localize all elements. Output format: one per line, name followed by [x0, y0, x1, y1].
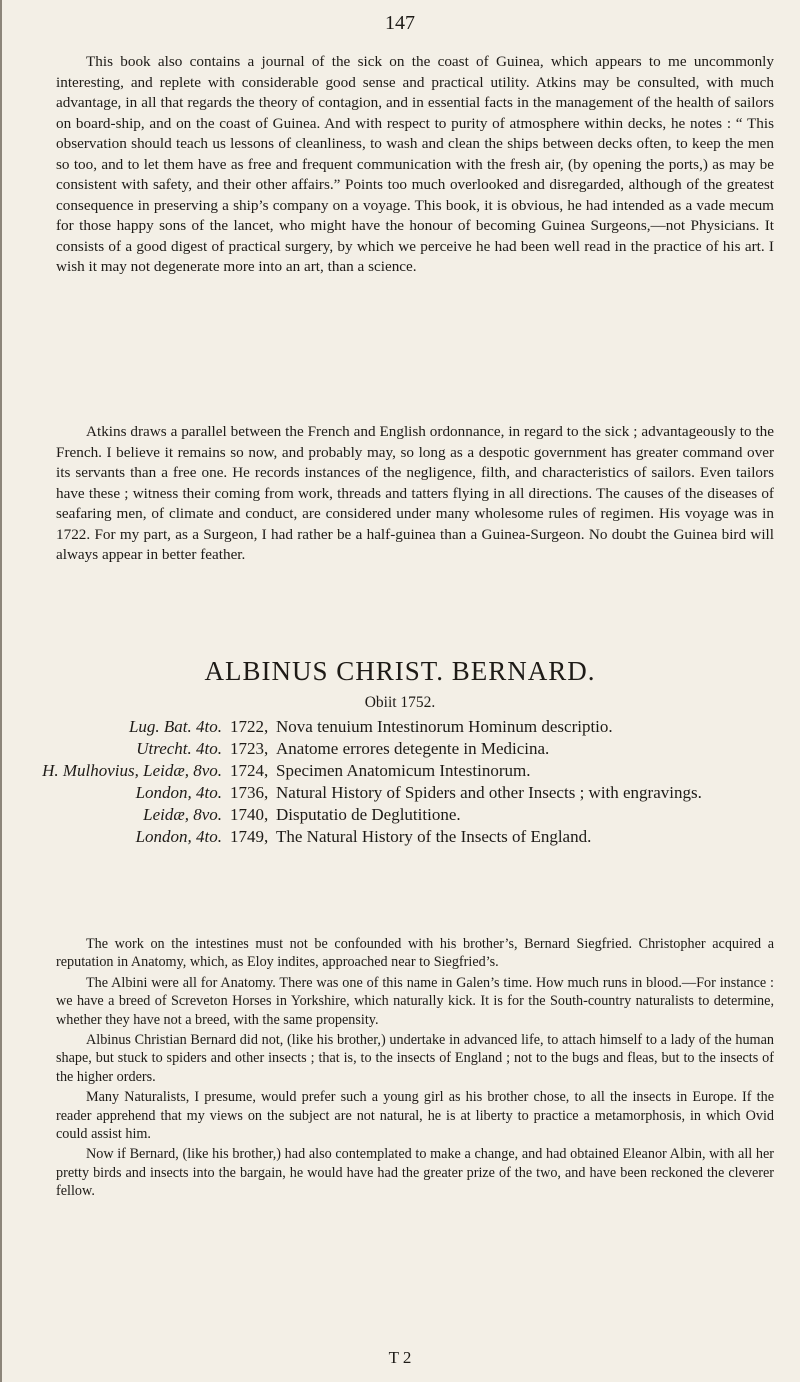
work-entry [40, 826, 780, 848]
work-title: Natural History of Spiders and other Insects ; with engravings. [276, 783, 702, 802]
work-entry [40, 738, 780, 760]
work-year: 1740, [230, 805, 269, 824]
page-number: 147 [385, 12, 415, 34]
works-list [40, 716, 780, 848]
signature-mark: T 2 [388, 1348, 412, 1367]
paragraph-1 [56, 52, 774, 278]
work-title: The Natural History of the Insects of England. [276, 827, 592, 846]
work-year: 1736, [230, 783, 269, 802]
work-entry [40, 804, 780, 826]
small-paragraph: The work on the intestines must not be confounded with his brother’s, Bernard Siegfried. Christopher acquired a reputation in Anatomy, which, as Eloy indites, approached near to Siegfried’s. [56, 936, 774, 971]
small-paragraph: Many Naturalists, I presume, would prefer such a young girl as his brother chose, to all the insects in Europe. If the reader apprehend that my views on the subject are not natural, he is at liberty to practice a metamorphosis, in which Ovid could assist him. [56, 1089, 774, 1143]
work-place: Leidæ, 8vo. [143, 805, 222, 824]
work-year: 1723, [230, 739, 269, 758]
work-title: Anatome errores detegente in Medicina. [276, 739, 550, 758]
page-edge [0, 0, 2, 1382]
work-place: London, 4to. [135, 783, 222, 802]
small-paragraph: Now if Bernard, (like his brother,) had also contemplated to make a change, and had obtained Eleanor Albin, with all her pretty birds and insects into the bargain, he would have had the greater prize of the two, and have been reckoned the cleverer fellow. [56, 1146, 774, 1200]
work-place: Utrecht. 4to. [136, 739, 222, 758]
small-paragraph: Albinus Christian Bernard did not, (like his brother,) undertake in advanced life, to attach himself to a lady of the human shape, but stuck to spiders and other insects ; that is, to the insects of England ; not to the bugs and fleas, but to the insects of the higher orders. [56, 1032, 774, 1085]
work-entry [40, 782, 780, 804]
work-place: London, 4to. [135, 827, 222, 846]
paragraph-2-text: Atkins draws a parallel between the French and English ordonnance, in regard to the sick ; advantageously to the French. I believe it remains so now, and probably may, so long as a despotic government has greater command over its servants than a free one. He records instances of the negligence, filth, and characteristics of sailors. Even tailors have these ; witness their coming from work, threads and tatters flying in all directions. The causes of the diseases of seafaring men, of climate and conduct, are considered under many wholesome rules of regimen. His voyage was in 1722. For my part, as a Surgeon, I had rather be a half-guinea than a Guinea-Surgeon. No doubt the Guinea bird will always appear in better feather. [56, 423, 774, 563]
small-print-section [56, 935, 774, 1203]
work-entry [40, 716, 780, 738]
work-year: 1722, [230, 717, 269, 736]
paragraph-1-text: This book also contains a journal of the sick on the coast of Guinea, which appears to me uncommonly interesting, and replete with considerable good sense and practical utility. Atkins may be consulted, with much advantage, in all that regards the theory of contagion, and in essential facts in the management of the health of sailors on board-ship, and on the coast of Guinea. And with respect to purity of atmosphere within decks, he notes : “ This observation should teach us lessons of cleanliness, to wash and clean the ships between decks often, to keep the men so too, and to let them have as free and frequent communication with the fresh air, (by opening the ports,) as may be consistent with safety, and their other affairs.” Points too much overlooked and disregarded, although of the greatest consequence in preserving a ship’s company on a voyage. This book, it is obvious, he had intended as a vade mecum for those happy sons of the lancet, who might have the honour of becoming Guinea Surgeons,—not Physicians. It consists of a good digest of practical surgery, by which we perceive he had been well read in the practice of his art. I wish it may not degenerate more into an art, than a science. [56, 53, 774, 275]
work-place: H. Mulhovius, Leidæ, 8vo. [42, 761, 222, 780]
section-heading: ALBINUS CHRIST. BERNARD. [204, 656, 596, 686]
small-paragraph: The Albini were all for Anatomy. There was one of this name in Galen’s time. How much runs in blood.—For instance : we have a breed of Screveton Horses in Yorkshire, which naturally kick. It is for the South-country naturalists to determine, whether they have not a breed, with the same propensity. [56, 974, 774, 1028]
work-entry [40, 760, 780, 782]
obiit-line: Obiit 1752. [364, 694, 436, 711]
work-title: Disputatio de Deglutitione. [276, 805, 461, 824]
work-year: 1724, [230, 761, 269, 780]
work-title: Specimen Anatomicum Intestinorum. [276, 761, 531, 780]
paragraph-2 [56, 422, 774, 566]
work-place: Lug. Bat. 4to. [128, 717, 222, 736]
work-year: 1749, [230, 827, 269, 846]
work-title: Nova tenuium Intestinorum Hominum descriptio. [276, 717, 613, 736]
